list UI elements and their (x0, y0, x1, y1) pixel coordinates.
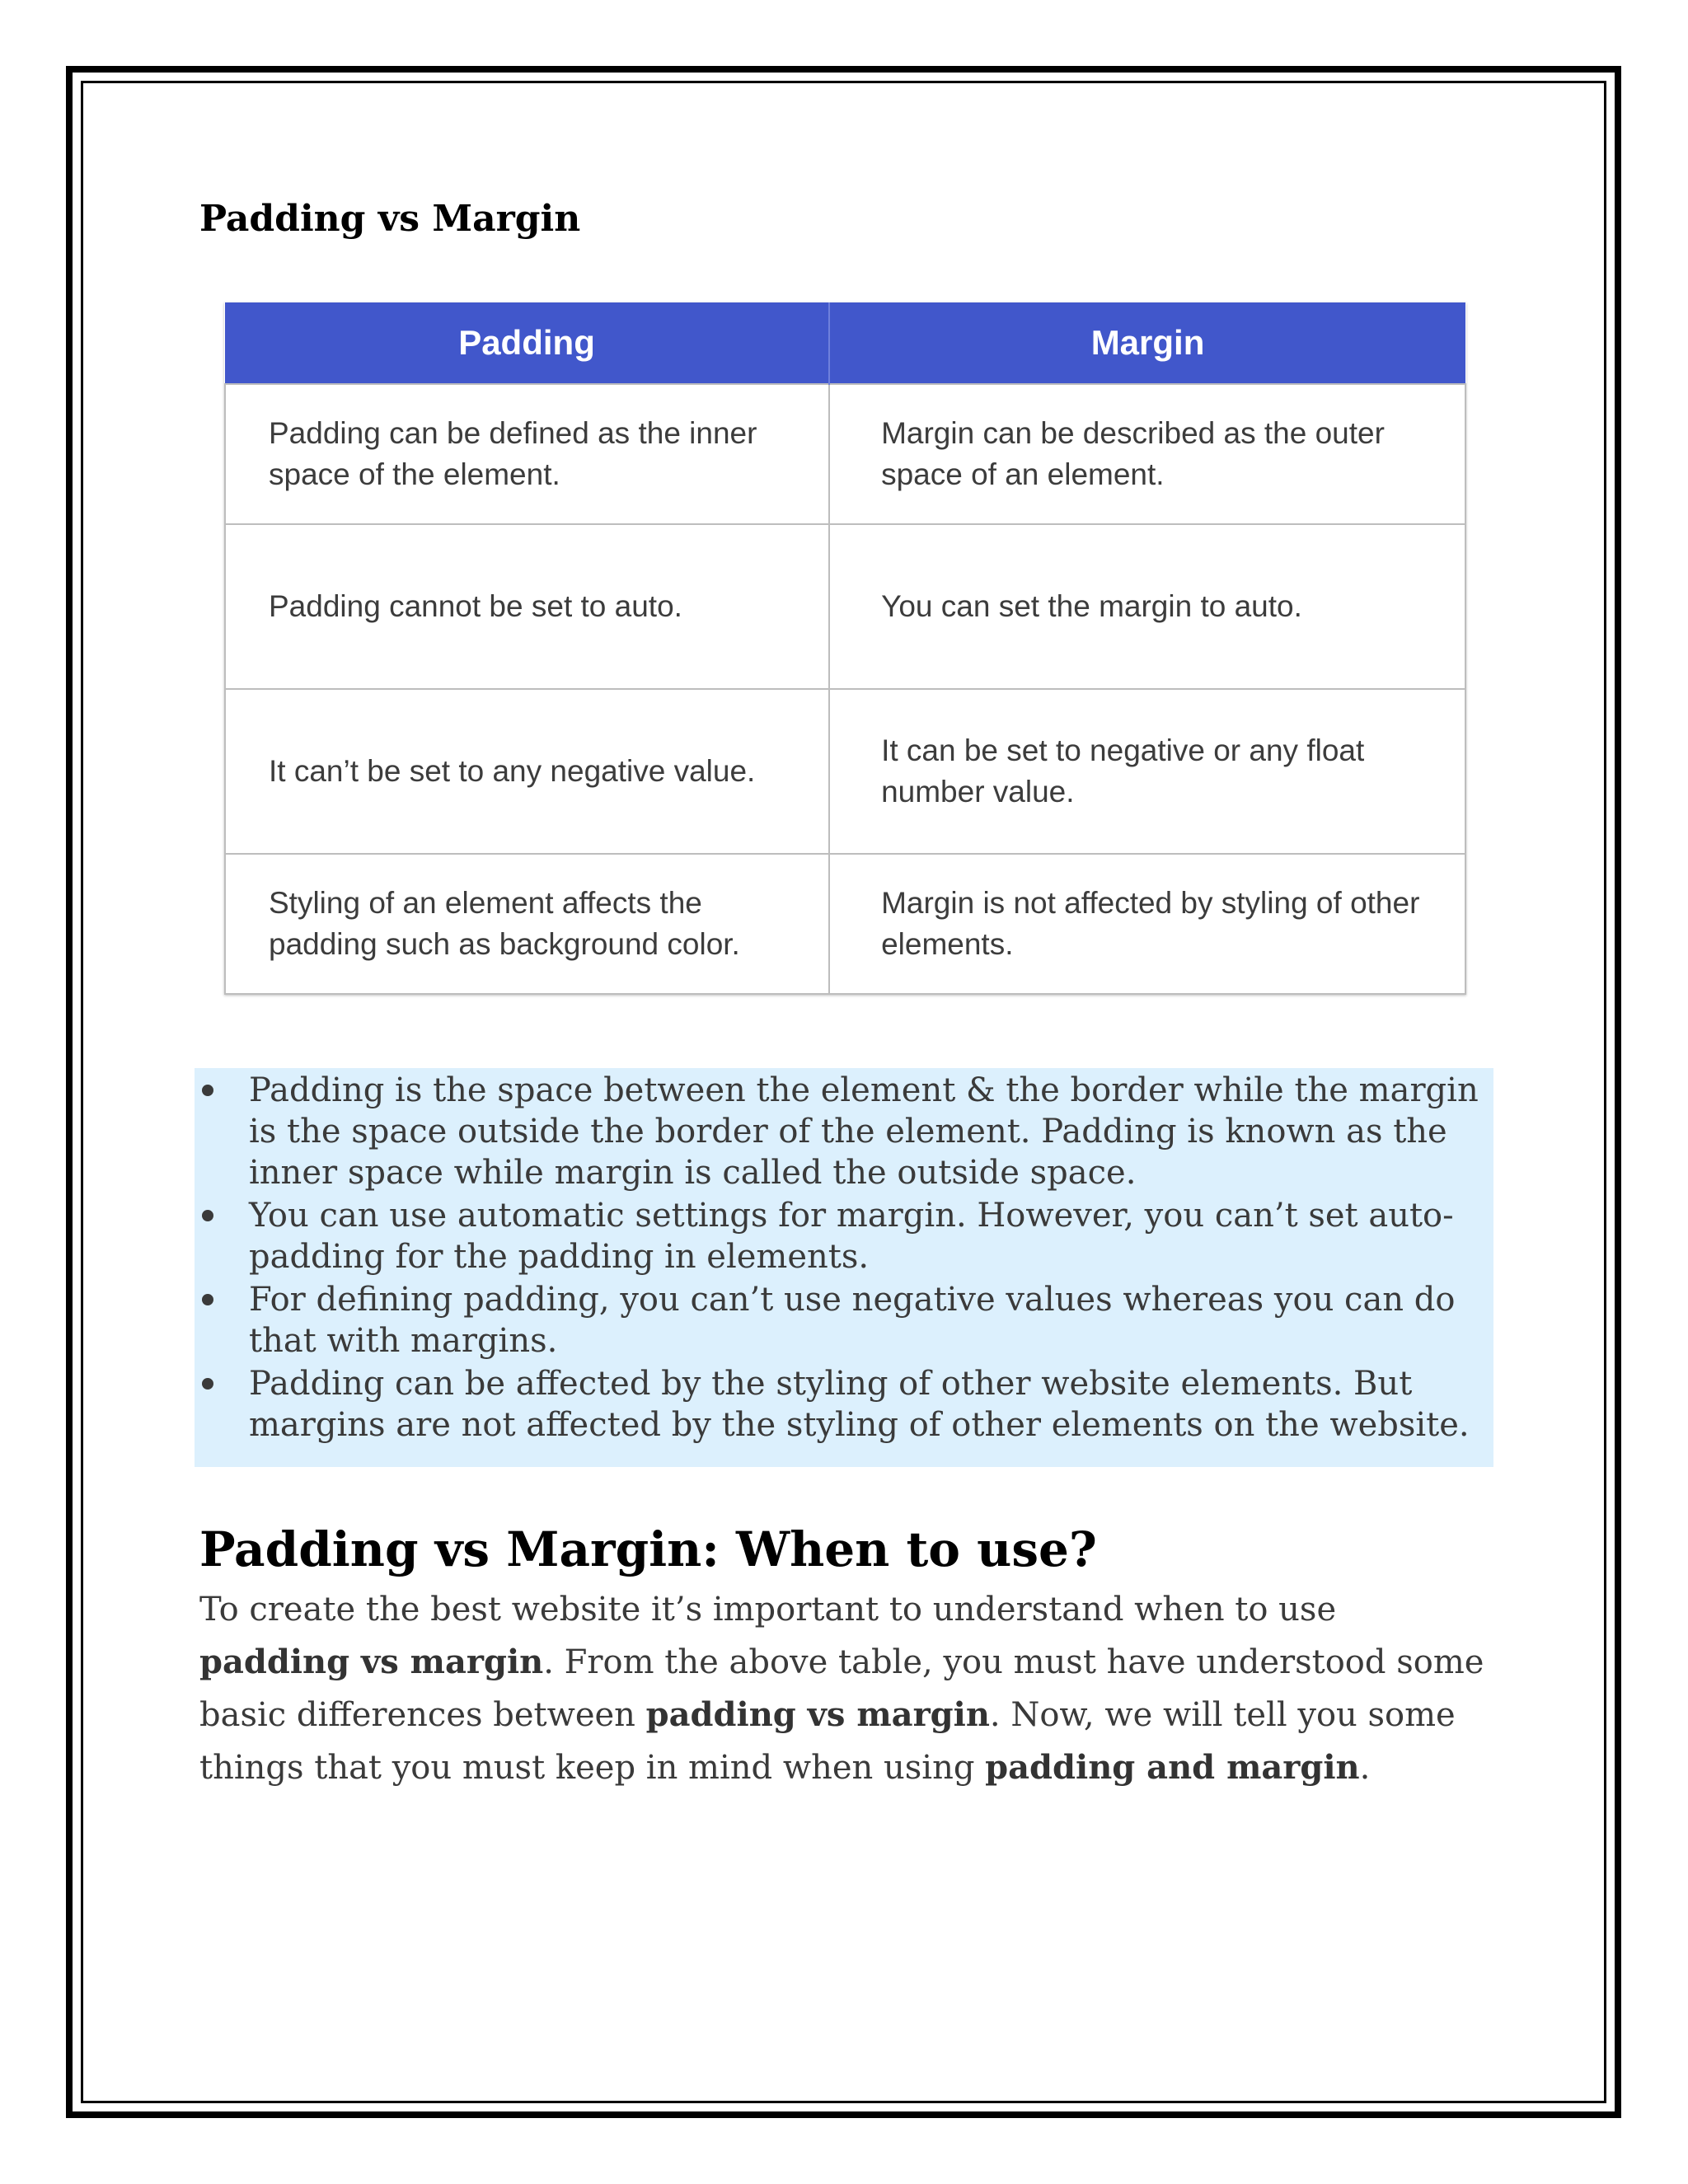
table-cell-padding: Padding can be defined as the inner space of the element. (225, 384, 829, 524)
para-text: . Now, we will tell you some things that you must keep in mind when using (199, 1696, 1456, 1787)
table-cell-margin: Margin can be described as the outer space of an element. (829, 384, 1465, 524)
header-padding: Padding (225, 302, 829, 384)
table-row (225, 524, 1465, 689)
para-bold: padding and margin (985, 1748, 1360, 1787)
list-item-text: For defining padding, you can’t use negative values whereas you can do that with margins. (249, 1281, 1456, 1360)
list-item-text: Padding is the space between the element & the border while the margin is the space outside the border of the element. Padding is known as the inner space while margin is called the outside space. (249, 1071, 1479, 1192)
bullet-list (199, 1070, 1485, 1447)
comparison-table (224, 302, 1466, 995)
header-margin: Margin (829, 302, 1465, 384)
para-bold: padding vs margin (645, 1695, 990, 1734)
list-item (199, 1195, 1485, 1277)
body-paragraph (199, 1584, 1493, 1794)
table-row (225, 384, 1465, 524)
para-text: To create the best website it’s important to understand when to use (199, 1591, 1337, 1629)
para-bold: padding vs margin (199, 1643, 544, 1681)
bullet-dot (202, 1085, 213, 1096)
list-item (199, 1279, 1485, 1361)
list-item-text: You can use automatic settings for margin. However, you can’t set auto-padding for the padding in elements. (249, 1197, 1454, 1276)
para-text: . From the above table, you must have understood some basic differences between (199, 1643, 1484, 1734)
table-row (225, 854, 1465, 994)
list-item (199, 1363, 1485, 1446)
list-item-text: Padding can be affected by the styling of other website elements. But margins are not affected by the styling of other elements on the website. (249, 1365, 1470, 1444)
list-item (199, 1070, 1485, 1193)
table-cell-margin: You can set the margin to auto. (829, 524, 1465, 689)
table-cell-margin: It can be set to negative or any float number value. (829, 689, 1465, 854)
table-cell-padding: Padding cannot be set to auto. (225, 524, 829, 689)
bullet-dot (202, 1294, 213, 1305)
bullet-dot (202, 1210, 213, 1221)
section-heading: Padding vs Margin: When to use? (199, 1521, 1097, 1577)
table-header-row (225, 302, 1465, 384)
table-cell-margin: Margin is not affected by styling of other elements. (829, 854, 1465, 994)
doc-heading: Padding vs Margin (199, 198, 581, 240)
table-cell-padding: It can’t be set to any negative value. (225, 689, 829, 854)
table-cell-padding: Styling of an element affects the padding such as background color. (225, 854, 829, 994)
bullet-dot (202, 1378, 213, 1390)
table-row (225, 689, 1465, 854)
para-text: . (1359, 1749, 1371, 1787)
